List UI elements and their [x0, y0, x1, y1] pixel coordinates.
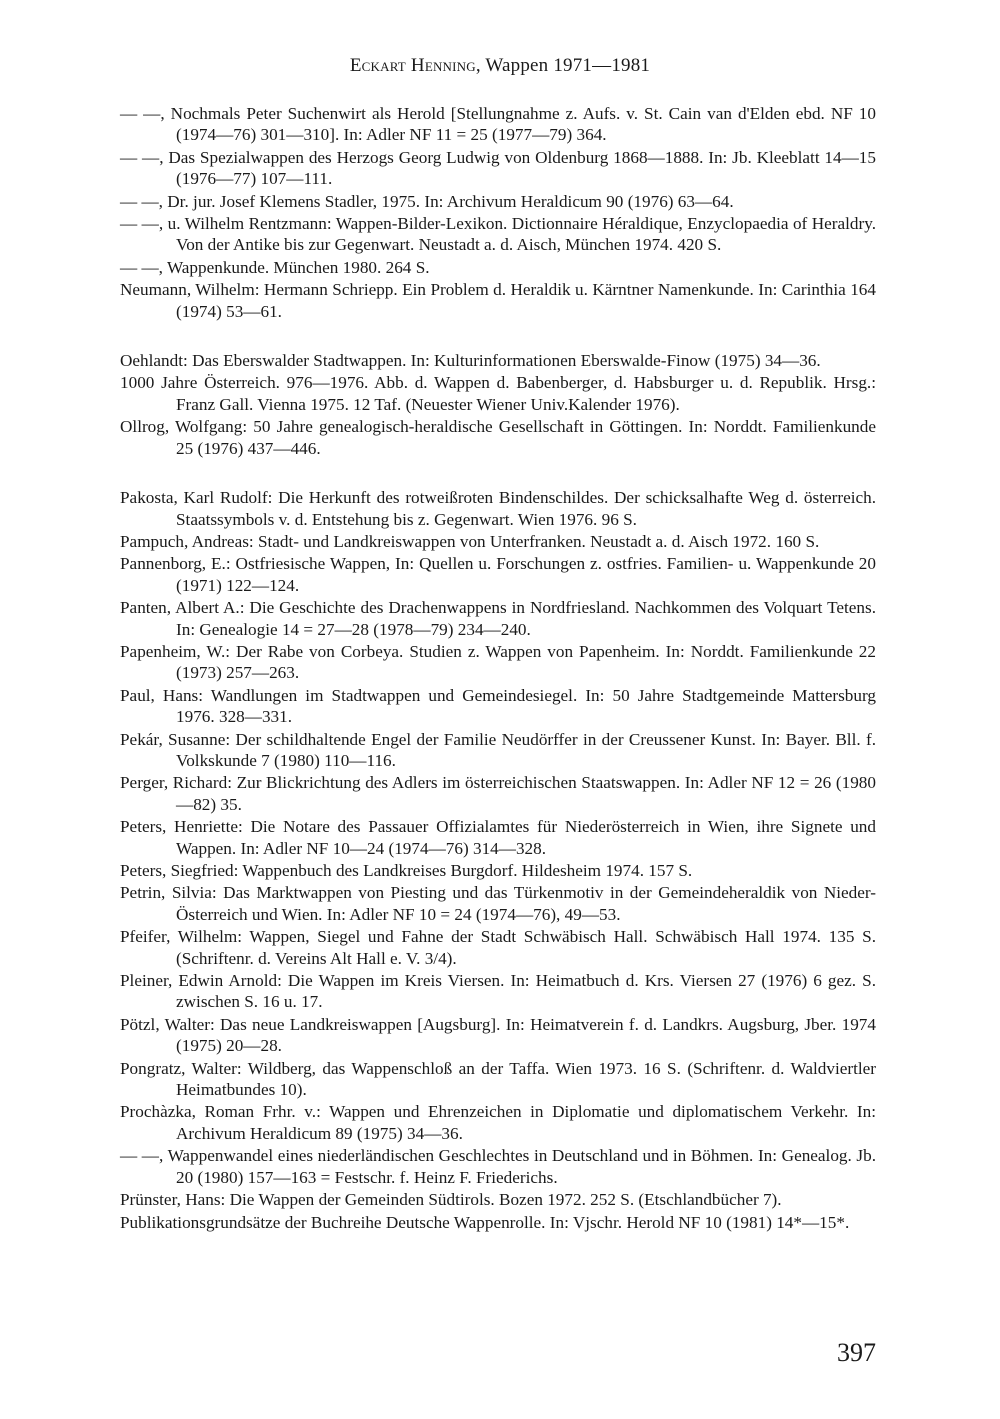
bibliography-entry: 1000 Jahre Österreich. 976—1976. Abb. d. Wappen d. Babenberger, d. Habsburger u. d. Republik. Hrsg.: Franz Gall. Vienna 1975. 12 Taf. (Neuester Wiener Univ.Kalender 1976).: [120, 373, 876, 414]
bibliography-entry: Prünster, Hans: Die Wappen der Gemeinden Südtirols. Bozen 1972. 252 S. (Etschlandbücher 7).: [120, 1190, 782, 1210]
header-title: , Wappen 1971—1981: [475, 55, 651, 76]
bibliography-entry: Pleiner, Edwin Arnold: Die Wappen im Kreis Viersen. In: Heimatbuch d. Krs. Viersen 27 (1976) 6 gez. S. zwischen S. 16 u. 17.: [120, 971, 876, 1012]
bibliography-entry: Pfeifer, Wilhelm: Wappen, Siegel und Fahne der Stadt Schwäbisch Hall. Schwäbisch Hall 1974. 135 S. (Schriftenr. d. Vereins Alt Hall e. V. 3/4).: [120, 927, 876, 968]
bibliography-entry: Peters, Henriette: Die Notare des Passauer Offizialamtes für Niederösterreich in Wien, ihre Signete und Wappen. In: Adler NF 10—24 (1974—76) 314—328.: [120, 817, 876, 858]
bibliography-entry: — —, Wappenkunde. München 1980. 264 S.: [120, 257, 430, 277]
bibliography-list: [120, 103, 876, 1233]
bibliography-entry: Perger, Richard: Zur Blickrichtung des Adlers im österreichischen Staatswappen. In: Adler NF 12 = 26 (1980—82) 35.: [120, 773, 876, 814]
bibliography-entry: — —, u. Wilhelm Rentzmann: Wappen-Bilder-Lexikon. Dictionnaire Héraldique, Enzyclopaedia of Heraldry. Von der Antike bis zur Gegenwart. Neustadt a. d. Aisch, München 1974. 420 S.: [120, 214, 876, 255]
entry-group: [120, 103, 876, 322]
bibliography-entry: Panten, Albert A.: Die Geschichte des Drachenwappens in Nordfriesland. Nachkommen des Volquart Tetens. In: Genealogie 14 = 27—28 (1978—79) 234—240.: [120, 598, 876, 639]
bibliography-entry: Publikationsgrundsätze der Buchreihe Deutsche Wappenrolle. In: Vjschr. Herold NF 10 (1981) 14*—15*.: [120, 1212, 850, 1232]
bibliography-entry: Pannenborg, E.: Ostfriesische Wappen, In: Quellen u. Forschungen z. ostfries. Familien- u. Wappenkunde 20 (1971) 122—124.: [120, 554, 876, 595]
bibliography-entry: — —, Nochmals Peter Suchenwirt als Herold [Stellungnahme z. Aufs. v. St. Cain van d'Elden ebd. NF 10 (1974—76) 301—310]. In: Adler NF 11 = 25 (1977—79) 364.: [120, 104, 876, 145]
bibliography-entry: — —, Wappenwandel eines niederländischen Geschlechtes in Deutschland und in Böhmen. In: Genealog. Jb. 20 (1980) 157—163 = Festschr. f. Heinz F. Friederichs.: [120, 1146, 876, 1187]
bibliography-entry: Pekár, Susanne: Der schildhaltende Engel der Familie Neudörffer in der Creussener Kunst. In: Bayer. Bll. f. Volkskunde 7 (1980) 110—116.: [120, 729, 876, 770]
bibliography-entry: Prochàzka, Roman Frhr. v.: Wappen und Ehrenzeichen in Diplomatie und diplomatischem Verkehr. In: Archivum Heraldicum 89 (1975) 34—36.: [120, 1102, 876, 1143]
entry-group: [120, 350, 876, 459]
bibliography-entry: Ollrog, Wolfgang: 50 Jahre genealogisch-heraldische Gesellschaft in Göttingen. In: Norddt. Familienkunde 25 (1976) 437—446.: [120, 417, 876, 458]
bibliography-entry: Peters, Siegfried: Wappenbuch des Landkreises Burgdorf. Hildesheim 1974. 157 S.: [120, 861, 693, 880]
bibliography-entry: Pongratz, Walter: Wildberg, das Wappenschloß an der Taffa. Wien 1973. 16 S. (Schriftenr. d. Waldviertler Heimatbundes 10).: [120, 1058, 876, 1100]
bibliography-entry: — —, Das Spezialwappen des Herzogs Georg Ludwig von Oldenburg 1868—1888. In: Jb. Kleeblatt 14—15 (1976—77) 107—111.: [120, 147, 876, 189]
bibliography-entry: Oehlandt: Das Eberswalder Stadtwappen. In: Kulturinformationen Eberswalde-Finow (1975) 34—36.: [120, 351, 821, 371]
bibliography-entry: Petrin, Silvia: Das Marktwappen von Piesting und das Türkenmotiv in der Gemeindeheraldik von Nieder-Österreich und Wien. In: Adler NF 10 = 24 (1974—76), 49—53.: [120, 883, 876, 924]
bibliography-entry: Paul, Hans: Wandlungen im Stadtwappen und Gemeindesiegel. In: 50 Jahre Stadtgemeinde Mattersburg 1976. 328—331.: [120, 685, 876, 727]
page-number: 397: [837, 1338, 876, 1367]
running-header: [0, 55, 1000, 77]
bibliography-entry: — —, Dr. jur. Josef Klemens Stadler, 1975. In: Archivum Heraldicum 90 (1976) 63—64.: [120, 191, 734, 211]
bibliography-entry: Pötzl, Walter: Das neue Landkreiswappen [Augsburg]. In: Heimatverein f. d. Landkrs. Augsburg, Jber. 1974 (1975) 20—28.: [120, 1014, 876, 1056]
bibliography-entry: Pakosta, Karl Rudolf: Die Herkunft des rotweißroten Bindenschildes. Der schicksalhafte Weg d. österreich. Staatssymbols v. d. Entstehung bis z. Gegenwart. Wien 1976. 96 S.: [120, 488, 876, 529]
header-author: Eckart Henning: [349, 55, 476, 76]
entry-group: [120, 487, 876, 1233]
bibliography-entry: Neumann, Wilhelm: Hermann Schriepp. Ein Problem d. Heraldik u. Kärntner Namenkunde. In: Carinthia 164 (1974) 53—61.: [120, 280, 876, 321]
bibliography-entry: Papenheim, W.: Der Rabe von Corbeya. Studien z. Wappen von Papenheim. In: Norddt. Familienkunde 22 (1973) 257—263.: [120, 641, 876, 683]
bibliography-entry: Pampuch, Andreas: Stadt- und Landkreiswappen von Unterfranken. Neustadt a. d. Aisch 1972. 160 S.: [120, 531, 820, 551]
